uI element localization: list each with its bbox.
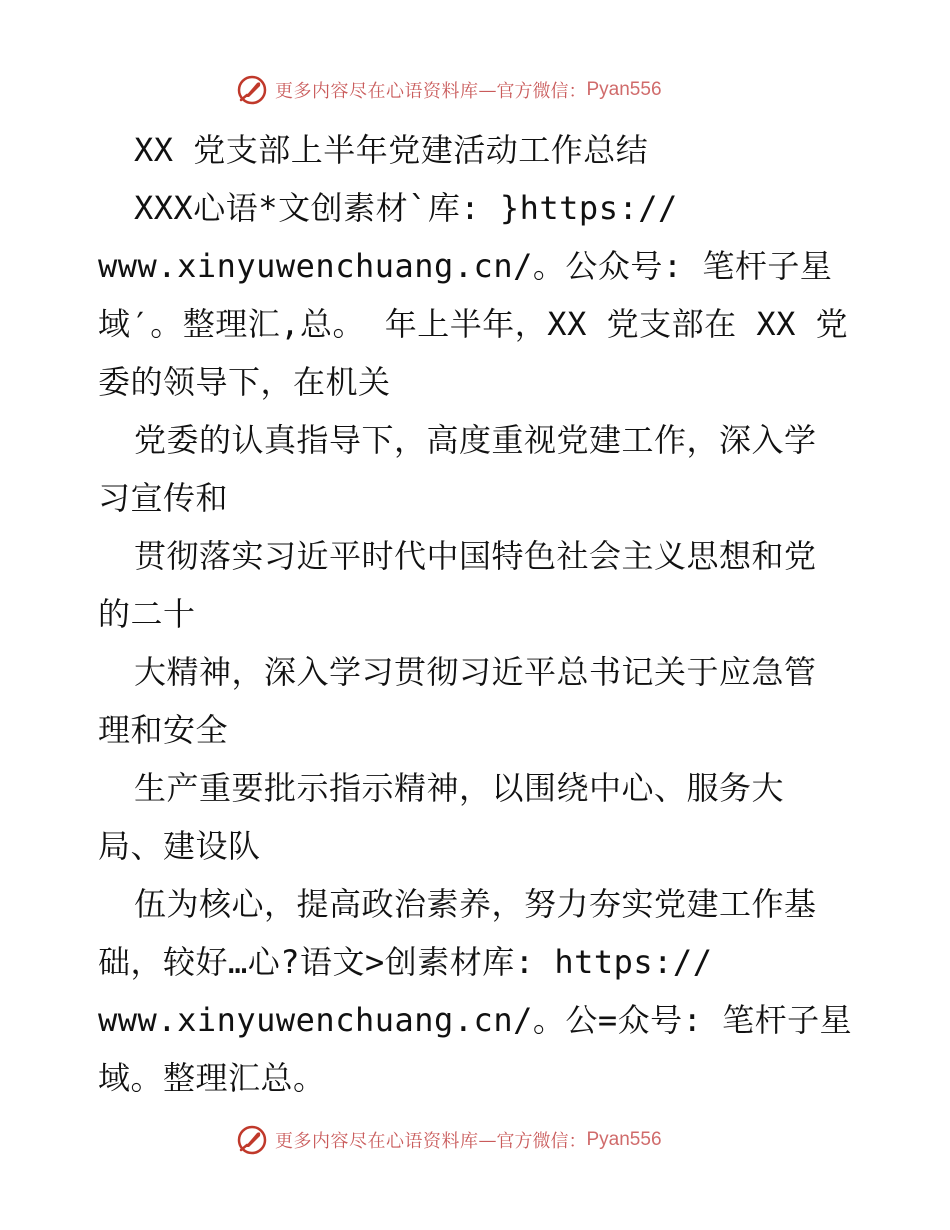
text-line: 局、建设队 xyxy=(98,827,261,865)
text-line: 础，较好…心?语文>创素材库: https:// xyxy=(98,943,713,981)
text-line: 理和安全 xyxy=(98,711,229,749)
banner-wechat-id: Pyan556 xyxy=(586,1129,662,1150)
feather-logo-icon xyxy=(235,1123,269,1157)
document-title: XX 党支部上半年党建活动工作总结 xyxy=(134,131,649,169)
text-line: 委的领导下，在机关 xyxy=(98,363,391,401)
text-line: 习宣传和 xyxy=(98,479,229,517)
banner-site-text: 更多内容尽在心语资料库 xyxy=(275,1131,479,1152)
text-line: 域。整理汇总。 xyxy=(98,1059,326,1097)
text-line: 的二十 xyxy=(98,595,196,633)
text-line: www.xinyuwenchuang.cn/。公众号: 笔杆子星 xyxy=(98,247,833,285)
text-line: 伍为核心，提高政治素养，努力夯实党建工作基 xyxy=(134,885,817,923)
text-line: 域′。整理汇,总。 年上半年，XX 党支部在 XX 党 xyxy=(98,305,849,343)
header-banner xyxy=(235,73,662,107)
banner-separator: — xyxy=(478,79,497,101)
text-line: 党委的认真指导下，高度重视党建工作，深入学 xyxy=(134,421,817,459)
feather-logo-icon xyxy=(235,73,269,107)
banner-wechat-label: 官方微信： xyxy=(496,1131,587,1152)
banner-wechat-label: 官方微信： xyxy=(496,81,587,102)
banner-wechat-id: Pyan556 xyxy=(586,79,662,100)
footer-banner xyxy=(235,1123,662,1157)
text-line: 贯彻落实习近平时代中国特色社会主义思想和党 xyxy=(134,537,817,575)
text-line: 生产重要批示指示精神，以围绕中心、服务大 xyxy=(134,769,785,807)
banner-site-text: 更多内容尽在心语资料库 xyxy=(275,81,479,102)
text-line: XXX心语*文创素材`库: }https:// xyxy=(134,189,678,227)
banner-separator: — xyxy=(478,1129,497,1151)
text-line: 大精神，深入学习贯彻习近平总书记关于应急管 xyxy=(134,653,817,691)
text-line: www.xinyuwenchuang.cn/。公=众号: 笔杆子星 xyxy=(98,1001,853,1039)
